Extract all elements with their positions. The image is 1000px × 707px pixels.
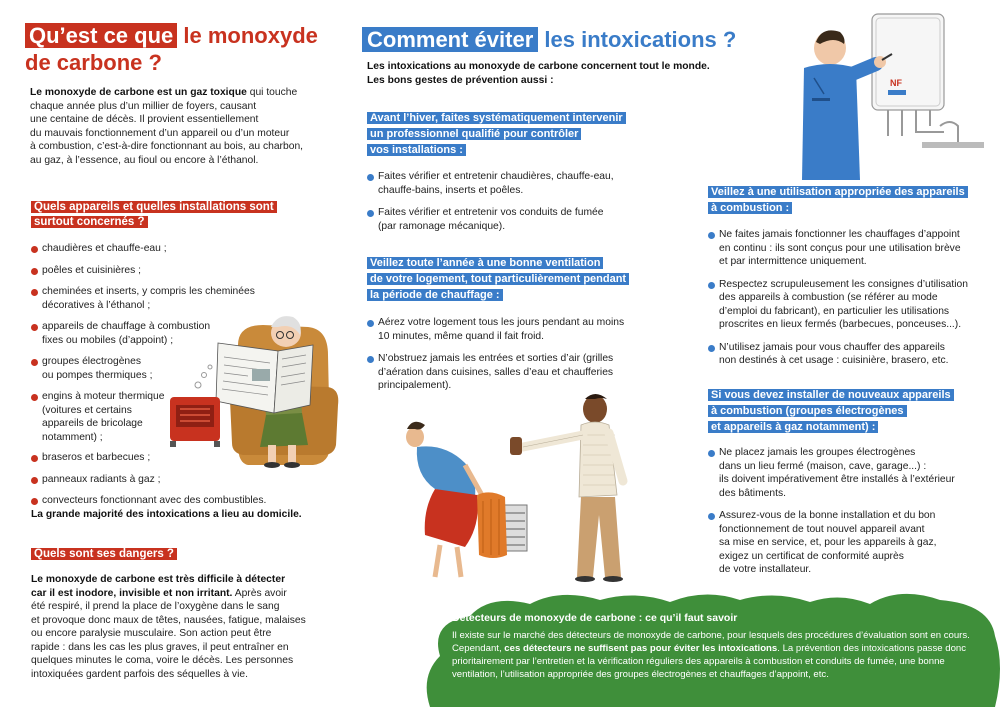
block1-list bbox=[367, 170, 667, 233]
list-item: engins à moteur thermique (voitures et certains appareils de bricolage notamment) ; bbox=[31, 390, 291, 444]
detector-box-text: Cependant, bbox=[452, 643, 505, 654]
section2-header bbox=[31, 547, 177, 562]
block4-header-line: à combustion (groupes électrogènes bbox=[708, 405, 907, 417]
boiler-label: NF bbox=[890, 78, 902, 88]
left-intro-line: du mauvais fonctionnement d’un appareil ou d’un moteur bbox=[30, 127, 290, 139]
section1-footer: La grande majorité des intoxications a lieu au domicile. bbox=[31, 509, 302, 520]
list-item: Ne faites jamais fonctionner les chauffages d’appoint en continu : ils sont conçus pour une utilisation brève et par intermittence uniquement. bbox=[708, 228, 998, 269]
block2-header-line: la période de chauffage : bbox=[367, 289, 503, 301]
list-item: Assurez-vous de la bonne installation et du bon fonctionnement de tout nouvel appareil avant sa mise en service, et, pour les appareils à gaz, exigez un certificat de conformité auprès de votre installateur. bbox=[708, 509, 998, 577]
list-item: poêles et cuisinières ; bbox=[31, 264, 291, 278]
list-item: groupes électrogènes ou pompes thermiques ; bbox=[31, 355, 291, 382]
block1-header bbox=[367, 110, 667, 158]
list-item: Respectez scrupuleusement les consignes d’utilisation des appareils à combustion (se référer au mode d’emploi du fabricant), en particulier les utilisations proscrites en lieux fermés (barbecues, ponceuses...). bbox=[708, 278, 998, 332]
list-item: braseros et barbecues ; bbox=[31, 451, 291, 465]
block3-header-line: à combustion : bbox=[708, 202, 792, 214]
block3-header-line: Veillez à une utilisation appropriée des appareils bbox=[708, 186, 968, 198]
left-intro-bold: Le monoxyde de carbone est un gaz toxique bbox=[30, 87, 247, 98]
block1-header-line: Avant l’hiver, faites systématiquement intervenir bbox=[367, 112, 626, 124]
block3-header bbox=[708, 184, 998, 216]
block1-header-line: un professionnel qualifié pour contrôler bbox=[367, 128, 581, 140]
technician-illustration bbox=[772, 8, 987, 180]
list-item: cheminées et inserts, y compris les cheminées décoratives à l’éthanol ; bbox=[31, 285, 291, 312]
section1-header-line: surtout concernés ? bbox=[31, 216, 148, 228]
block1-header-line: vos installations : bbox=[367, 144, 466, 156]
block4-header-line: Si vous devez installer de nouveaux appareils bbox=[708, 389, 954, 401]
block4-list bbox=[708, 446, 998, 577]
left-title bbox=[25, 22, 318, 76]
section2-line: et provoque donc maux de têtes, nausées, fatigue, malaises bbox=[31, 614, 306, 626]
block2-header bbox=[367, 255, 667, 303]
section2-bold: Le monoxyde de carbone est très difficile à détecter bbox=[31, 574, 286, 585]
left-intro-line: chaque année plus d’un millier de foyers, causant bbox=[30, 100, 257, 112]
section2-line: été respiré, il prend la place de l’oxygène dans le sang bbox=[31, 601, 280, 612]
section2-line: ou encore paralysie musculaire. Son action peut être bbox=[31, 628, 272, 639]
detector-box-line: prioritairement par l’entretien et la vérification réguliers des appareils à combustion et conduits de fumée, une bonne bbox=[452, 656, 945, 667]
section2-header-text: Quels sont ses dangers ? bbox=[31, 548, 177, 560]
middle-intro bbox=[367, 60, 767, 87]
left-intro bbox=[30, 86, 330, 167]
block4-header bbox=[708, 387, 998, 435]
middle-intro-line: Les intoxications au monoxyde de carbone concernent tout le monde. bbox=[367, 61, 710, 72]
section2-line: Après avoir bbox=[232, 587, 287, 599]
block2-header-line: de votre logement, tout particulièrement pendant bbox=[367, 273, 629, 285]
detector-box-title: Détecteurs de monoxyde de carbone : ce qu’il faut savoir bbox=[452, 612, 738, 624]
left-title-line2: de carbone ? bbox=[25, 50, 162, 75]
left-intro-line: qui touche bbox=[246, 87, 298, 98]
middle-title-rest: les intoxications ? bbox=[538, 27, 737, 52]
list-item: chaudières et chauffe-eau ; bbox=[31, 242, 291, 256]
section2-line: quelques minutes le coma, voire le décès. Les personnes bbox=[31, 655, 294, 666]
list-item: Faites vérifier et entretenir chaudières, chauffe-eau, chauffe-bains, inserts et poêles. bbox=[367, 170, 667, 197]
detector-box-line: Il existe sur le marché des détecteurs de monoxyde de carbone, pour lesquels des procédures d’évaluation sont en cours. bbox=[452, 630, 970, 641]
list-item: appareils de chauffage à combustion fixes ou mobiles (d’appoint) ; bbox=[31, 320, 291, 347]
section1-header bbox=[31, 200, 331, 230]
left-intro-line: une centaine de décès. Il provient essentiellement bbox=[30, 114, 259, 125]
detector-box-bold: ces détecteurs ne suffisent pas pour éviter les intoxications bbox=[504, 643, 778, 654]
list-item: panneaux radiants à gaz ; bbox=[31, 473, 291, 487]
woman-reading-illustration bbox=[168, 305, 343, 475]
list-item: Ne placez jamais les groupes électrogènes dans un lieu fermé (maison, cave, garage...) : ils doivent impérativement être installés à l’extérieur des bâtiments. bbox=[708, 446, 998, 500]
left-intro-line: au gaz, à l’essence, au fioul ou encore à l’éthanol. bbox=[30, 154, 259, 166]
section1-header-line: Quels appareils et quelles installations sont bbox=[31, 201, 277, 213]
detector-box-line: ventilation, l’utilisation appropriée des groupes électrogènes et chauffages d’appoint, etc. bbox=[452, 669, 829, 680]
middle-title-highlight: Comment éviter bbox=[362, 27, 538, 52]
section2-body bbox=[31, 573, 331, 681]
list-item: Faites vérifier et entretenir vos conduits de fumée (par ramonage mécanique). bbox=[367, 206, 667, 233]
section2-line: intoxiquées gardent parfois des séquelles à vie. bbox=[31, 668, 248, 680]
section2-line: rapide : dans les cas les plus graves, il peut entraîner en bbox=[31, 641, 289, 653]
detector-box-text: . La prévention des intoxications passe donc bbox=[777, 643, 967, 654]
detector-box bbox=[452, 612, 992, 681]
section2-bold: car il est inodore, invisible et non irritant. bbox=[31, 587, 233, 599]
list-item: N’utilisez jamais pour vous chauffer des appareils non destinés à cet usage : cuisinière, brasero, etc. bbox=[708, 341, 998, 368]
list-item: Aérez votre logement tous les jours pendant au moins 10 minutes, même quand il fait froid. bbox=[367, 316, 667, 343]
list-item: N’obstruez jamais les entrées et sorties d’air (grilles d’aération dans cuisines, salles d’eau et chaufferies principalement). bbox=[367, 352, 667, 393]
middle-title bbox=[362, 26, 736, 53]
block3-list bbox=[708, 228, 998, 368]
block2-list bbox=[367, 316, 667, 393]
block2-header-line: Veillez toute l’année à une bonne ventilation bbox=[367, 257, 603, 269]
list-item: convecteurs fonctionnant avec des combustibles. bbox=[31, 494, 291, 508]
middle-intro-line: Les bons gestes de prévention aussi : bbox=[367, 74, 554, 86]
left-title-highlight: Qu’est ce que bbox=[25, 23, 177, 48]
left-title-rest: le monoxyde bbox=[177, 23, 318, 48]
left-intro-line: à combustion, c’est-à-dire fonctionnant au bois, au charbon, bbox=[30, 141, 304, 152]
detector-box-line bbox=[452, 642, 992, 655]
block4-header-line: et appareils à gaz notamment) : bbox=[708, 421, 878, 433]
ventilation-illustration bbox=[395, 385, 695, 585]
